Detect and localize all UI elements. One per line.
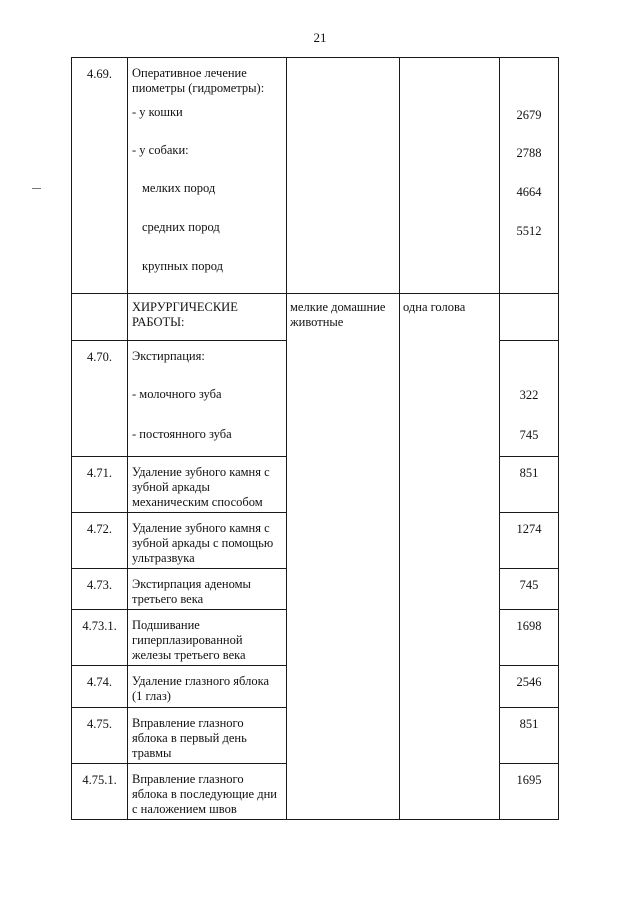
sub-item-label: - у собаки: (132, 143, 189, 157)
price-cell (500, 341, 559, 457)
sub-item-label: - молочного зуба (132, 387, 222, 401)
price-value: 1274 (500, 513, 559, 569)
section-title: ХИРУРГИЧЕСКИЕ РАБОТЫ: (128, 294, 287, 341)
animal-cell (287, 58, 400, 294)
price-value: 745 (519, 428, 539, 442)
service-name: Подшивание гиперплазированной железы третьего века (128, 610, 287, 666)
price-value: 745 (500, 569, 559, 610)
page-number: 21 (313, 30, 327, 45)
service-number (72, 294, 128, 341)
service-number: 4.74. (72, 666, 128, 708)
service-number: 4.73. (72, 569, 128, 610)
table-row (72, 58, 559, 294)
service-name: Экстирпация аденомы третьего века (128, 569, 287, 610)
service-name: Вправление глазного яблока в последующие дни с наложением швов (128, 764, 287, 820)
margin-mark (32, 188, 41, 189)
service-number: 4.72. (72, 513, 128, 569)
table-row (72, 294, 559, 341)
service-name: Оперативное лечение пиометры (гидрометры): - у кошки - у собаки: мелких пород средних пород крупных пород (128, 58, 287, 294)
unit-cell (400, 58, 500, 294)
service-name: Удаление глазного яблока (1 глаз) (128, 666, 287, 708)
price-value: 322 (519, 388, 539, 402)
service-number: 4.70. (72, 341, 128, 457)
price-cell (500, 58, 559, 294)
price-value: 5512 (516, 224, 542, 238)
price-value: 2546 (500, 666, 559, 708)
service-name: Экстирпация: - молочного зуба - постоянного зуба (128, 341, 287, 457)
service-name: Вправление глазного яблока в первый день травмы (128, 708, 287, 764)
price-value: 2679 (516, 108, 542, 122)
animal-group: мелкие домашние животные (287, 294, 400, 820)
service-name: Удаление зубного камня с зубной аркады с помощью ультразвука (128, 513, 287, 569)
service-number: 4.75. (72, 708, 128, 764)
price-cell (500, 294, 559, 341)
price-value: 4664 (516, 185, 542, 199)
price-value: 2788 (516, 146, 542, 160)
price-value: 851 (500, 457, 559, 513)
sub-item-label: средних пород (142, 220, 220, 234)
price-value: 1695 (500, 764, 559, 820)
price-table (71, 57, 559, 820)
sub-item-label: мелких пород (142, 181, 216, 195)
sub-item-label: крупных пород (142, 259, 223, 273)
unit-of-service: одна голова (400, 294, 500, 820)
service-number: 4.75.1. (72, 764, 128, 820)
service-number: 4.73.1. (72, 610, 128, 666)
service-name: Удаление зубного камня с зубной аркады механическим способом (128, 457, 287, 513)
sub-item-label: - постоянного зуба (132, 427, 232, 441)
price-value: 1698 (500, 610, 559, 666)
price-value: 851 (500, 708, 559, 764)
sub-item-label: - у кошки (132, 105, 183, 119)
service-number: 4.69. (72, 58, 128, 294)
service-number: 4.71. (72, 457, 128, 513)
